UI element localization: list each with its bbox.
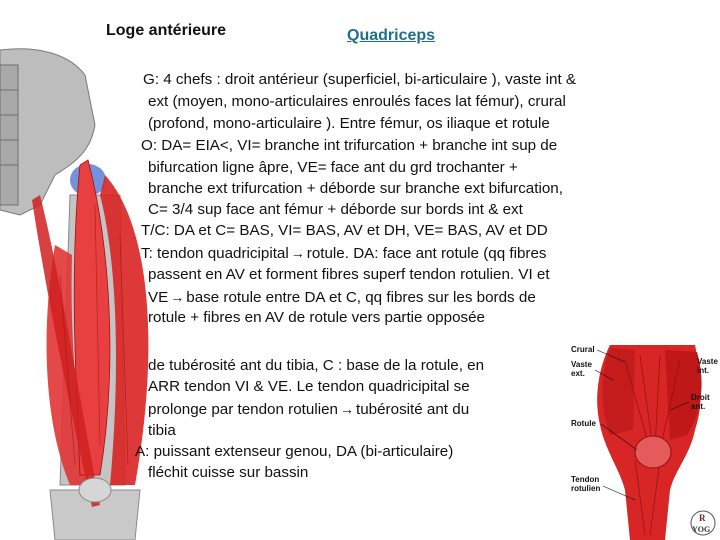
label-droit-ant-2: ant.: [691, 402, 706, 411]
text-line: de tubérosité ant du tibia, C : base de la rotule, en: [148, 357, 485, 374]
label-vaste-int: Vaste: [697, 357, 718, 366]
text-line: C= 3/4 sup face ant fémur + déborde sur bords int & ext: [148, 201, 523, 218]
vaste-ext-muscle: [603, 348, 636, 435]
label-droit-ant: Droit: [691, 393, 710, 402]
logo-text-top: R: [699, 513, 706, 523]
text-segment: rotule. DA: face ant rotule (qq fibres: [306, 245, 547, 262]
text-line: O: DA= EIA<, VI= branche int trifurcation + branche int sup de: [141, 137, 558, 154]
quadriceps-illustration: [0, 45, 165, 540]
section-heading: Loge antérieure: [106, 22, 227, 39]
text-segment: prolonge par tendon rotulien: [148, 401, 338, 418]
text-line: G: 4 chefs : droit antérieur (superficiel, bi-articulaire ), vaste int &: [143, 71, 577, 88]
label-rotule: Rotule: [571, 419, 596, 428]
text-line: rotule + fibres en AV de rotule vers partie opposée: [148, 309, 486, 326]
label-vaste-ext-2: ext.: [571, 369, 585, 378]
text-segment: base rotule entre DA et C, qq fibres sur les bords de: [186, 289, 536, 306]
label-vaste-ext: Vaste: [571, 360, 592, 369]
arrow-icon: →: [290, 245, 305, 261]
text-line: [141, 243, 547, 264]
text-line: passent en AV et forment fibres superf tendon rotulien. VI et: [148, 266, 550, 283]
arrow-icon: →: [340, 401, 354, 417]
text-line: T/C: DA et C= BAS, VI= BAS, AV et DH, VE= BAS, AV et DD: [141, 222, 548, 239]
text-segment: T: tendon quadricipital: [141, 245, 289, 262]
text-line: A: puissant extenseur genou, DA (bi-articulaire): [135, 443, 454, 460]
label-tendon-2: rotulien: [571, 484, 601, 493]
logo-text-bottom: YOG: [692, 525, 711, 534]
text-line: ARR tendon VI & VE. Le tendon quadricipital se: [148, 378, 470, 395]
label-vaste-int-2: int.: [697, 366, 709, 375]
text-line: (profond, mono-articulaire ). Entre fémur, os iliaque et rotule: [148, 115, 550, 132]
text-line: branche ext trifurcation + déborde sur branche ext bifurcation,: [148, 180, 563, 197]
label-tendon: Tendon: [571, 475, 600, 484]
arrow-icon: →: [170, 289, 185, 305]
topic-heading: Quadriceps: [347, 27, 436, 44]
text-line: bifurcation ligne âpre, VE= face ant du grd trochanter +: [148, 159, 518, 176]
text-segment: tubérosité ant du: [356, 401, 470, 418]
patella-bone: [79, 478, 111, 502]
text-line: [148, 287, 536, 308]
text-line: ext (moyen, mono-articulaires enroulés faces lat fémur), crural: [148, 93, 566, 110]
text-line: fléchit cuisse sur bassin: [148, 464, 309, 481]
patella-bone: [635, 436, 671, 468]
spine-bone: [0, 65, 18, 205]
text-segment: VE: [148, 289, 169, 306]
text-line: [148, 399, 469, 420]
knee-illustration: [565, 340, 720, 540]
label-crural: Crural: [571, 345, 595, 354]
text-line: tibia: [148, 422, 176, 439]
